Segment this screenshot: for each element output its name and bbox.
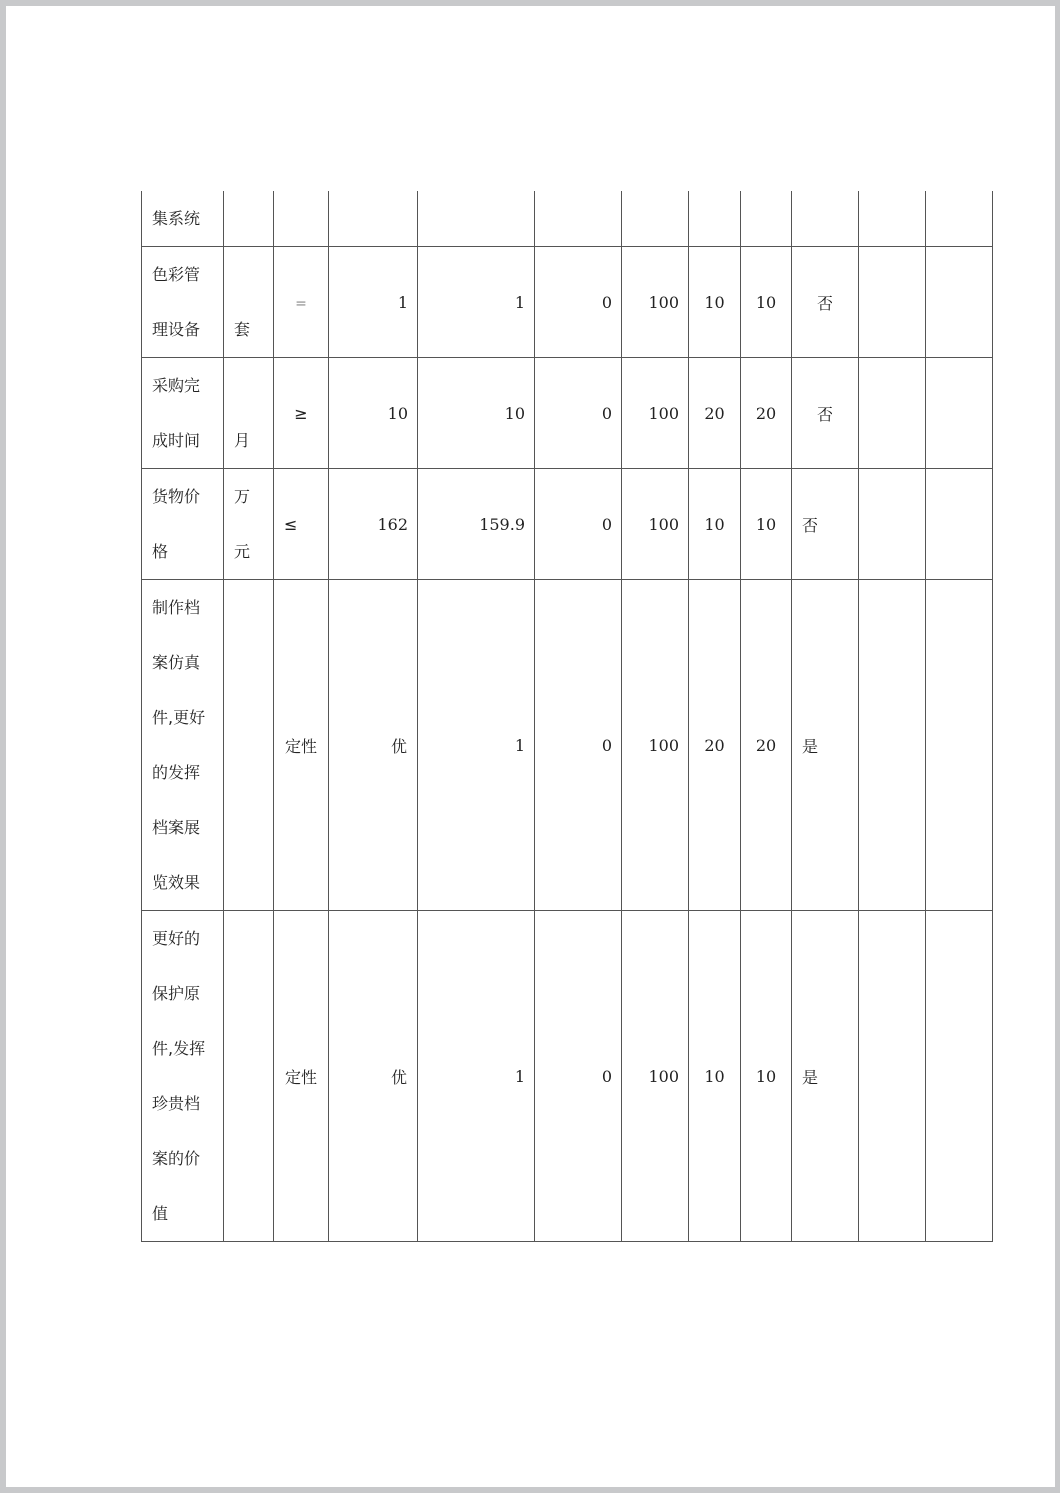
operator-cell — [274, 191, 329, 247]
unit-text: 元 — [234, 542, 251, 561]
value-cell: 100 — [622, 247, 689, 358]
table-row — [142, 580, 993, 911]
unit-cell — [224, 580, 274, 911]
table-row — [142, 191, 993, 247]
operator-text: = — [295, 295, 307, 312]
indicator-name-cell — [142, 191, 224, 247]
value-cell — [689, 191, 741, 247]
indicator-name-line: 更好的 — [152, 929, 201, 948]
indicator-name-line: 的发挥 — [152, 763, 201, 782]
empty-cell — [926, 580, 993, 911]
empty-cell — [859, 358, 926, 469]
indicator-name-line: 件,更好 — [152, 708, 206, 727]
indicator-name-line: 览效果 — [152, 873, 201, 892]
indicator-name-line: 档案展 — [152, 818, 201, 837]
indicator-name-line: 值 — [152, 1204, 169, 1223]
unit-cell — [224, 191, 274, 247]
actual-value: 1 — [418, 911, 535, 1242]
indicator-name-line: 集系统 — [152, 209, 201, 228]
empty-cell — [859, 580, 926, 911]
unit-cell — [224, 247, 274, 358]
operator-text: 定性 — [274, 580, 329, 911]
performance-indicator-table — [141, 191, 993, 1242]
value-cell: 100 — [622, 469, 689, 580]
value-cell — [622, 191, 689, 247]
value-cell: 10 — [689, 911, 741, 1242]
value-cell: 10 — [741, 247, 792, 358]
table-row — [142, 469, 993, 580]
value-cell: 10 — [741, 911, 792, 1242]
actual-value: 10 — [418, 358, 535, 469]
indicator-name-line: 采购完 — [152, 376, 201, 395]
unit-cell — [224, 358, 274, 469]
empty-cell — [926, 247, 993, 358]
target-value: 1 — [329, 247, 418, 358]
value-cell — [535, 191, 622, 247]
indicator-name-line: 色彩管 — [152, 265, 201, 284]
unit-text: 月 — [234, 431, 251, 450]
value-cell: 100 — [622, 358, 689, 469]
actual-value: 1 — [418, 580, 535, 911]
value-cell: 20 — [741, 358, 792, 469]
indicator-name-line: 格 — [152, 542, 169, 561]
operator-text: 定性 — [274, 911, 329, 1242]
operator-cell — [274, 247, 329, 358]
flag-cell: 是 — [792, 911, 859, 1242]
value-cell: 10 — [741, 469, 792, 580]
indicator-name-line: 珍贵档 — [152, 1094, 201, 1113]
indicator-name-cell — [142, 247, 224, 358]
indicator-name-line: 保护原 — [152, 984, 201, 1003]
actual-cell — [418, 191, 535, 247]
value-cell: 20 — [689, 580, 741, 911]
flag-cell: 否 — [792, 247, 859, 358]
value-cell: 100 — [622, 911, 689, 1242]
indicator-name-cell — [142, 469, 224, 580]
empty-cell — [859, 469, 926, 580]
indicator-name-line: 案的价 — [152, 1149, 201, 1168]
flag-cell: 否 — [792, 358, 859, 469]
unit-text: 套 — [234, 320, 251, 339]
indicator-name-line: 制作档 — [152, 598, 201, 617]
value-cell: 20 — [741, 580, 792, 911]
target-value: 10 — [329, 358, 418, 469]
indicator-name-cell — [142, 911, 224, 1242]
value-cell: 0 — [535, 358, 622, 469]
operator-text: ≥ — [274, 358, 329, 469]
table-row — [142, 911, 993, 1242]
value-cell — [741, 191, 792, 247]
empty-cell — [859, 191, 926, 247]
value-cell: 0 — [535, 911, 622, 1242]
value-cell: 0 — [535, 469, 622, 580]
empty-cell — [926, 358, 993, 469]
value-cell: 0 — [535, 247, 622, 358]
empty-cell — [859, 247, 926, 358]
flag-cell — [792, 191, 859, 247]
indicator-name-line: 理设备 — [152, 320, 201, 339]
flag-cell: 是 — [792, 580, 859, 911]
target-value: 优 — [329, 911, 418, 1242]
empty-cell — [926, 911, 993, 1242]
target-value: 优 — [329, 580, 418, 911]
indicator-name-line: 货物价 — [152, 487, 201, 506]
indicator-name-line: 案仿真 — [152, 653, 201, 672]
target-value: 162 — [329, 469, 418, 580]
value-cell: 20 — [689, 358, 741, 469]
value-cell: 10 — [689, 247, 741, 358]
flag-cell: 否 — [792, 469, 859, 580]
actual-value: 159.9 — [418, 469, 535, 580]
document-page — [6, 6, 1055, 1487]
table-row — [142, 247, 993, 358]
operator-text: ≤ — [274, 469, 329, 580]
value-cell: 0 — [535, 580, 622, 911]
empty-cell — [859, 911, 926, 1242]
indicator-name-line: 件,发挥 — [152, 1039, 206, 1058]
unit-cell — [224, 911, 274, 1242]
value-cell: 10 — [689, 469, 741, 580]
indicator-name-cell — [142, 358, 224, 469]
unit-cell — [224, 469, 274, 580]
value-cell: 100 — [622, 580, 689, 911]
empty-cell — [926, 469, 993, 580]
indicator-name-line: 成时间 — [152, 431, 201, 450]
actual-value: 1 — [418, 247, 535, 358]
table-row — [142, 358, 993, 469]
target-cell — [329, 191, 418, 247]
empty-cell — [926, 191, 993, 247]
indicator-name-cell — [142, 580, 224, 911]
unit-text: 万 — [234, 487, 251, 506]
